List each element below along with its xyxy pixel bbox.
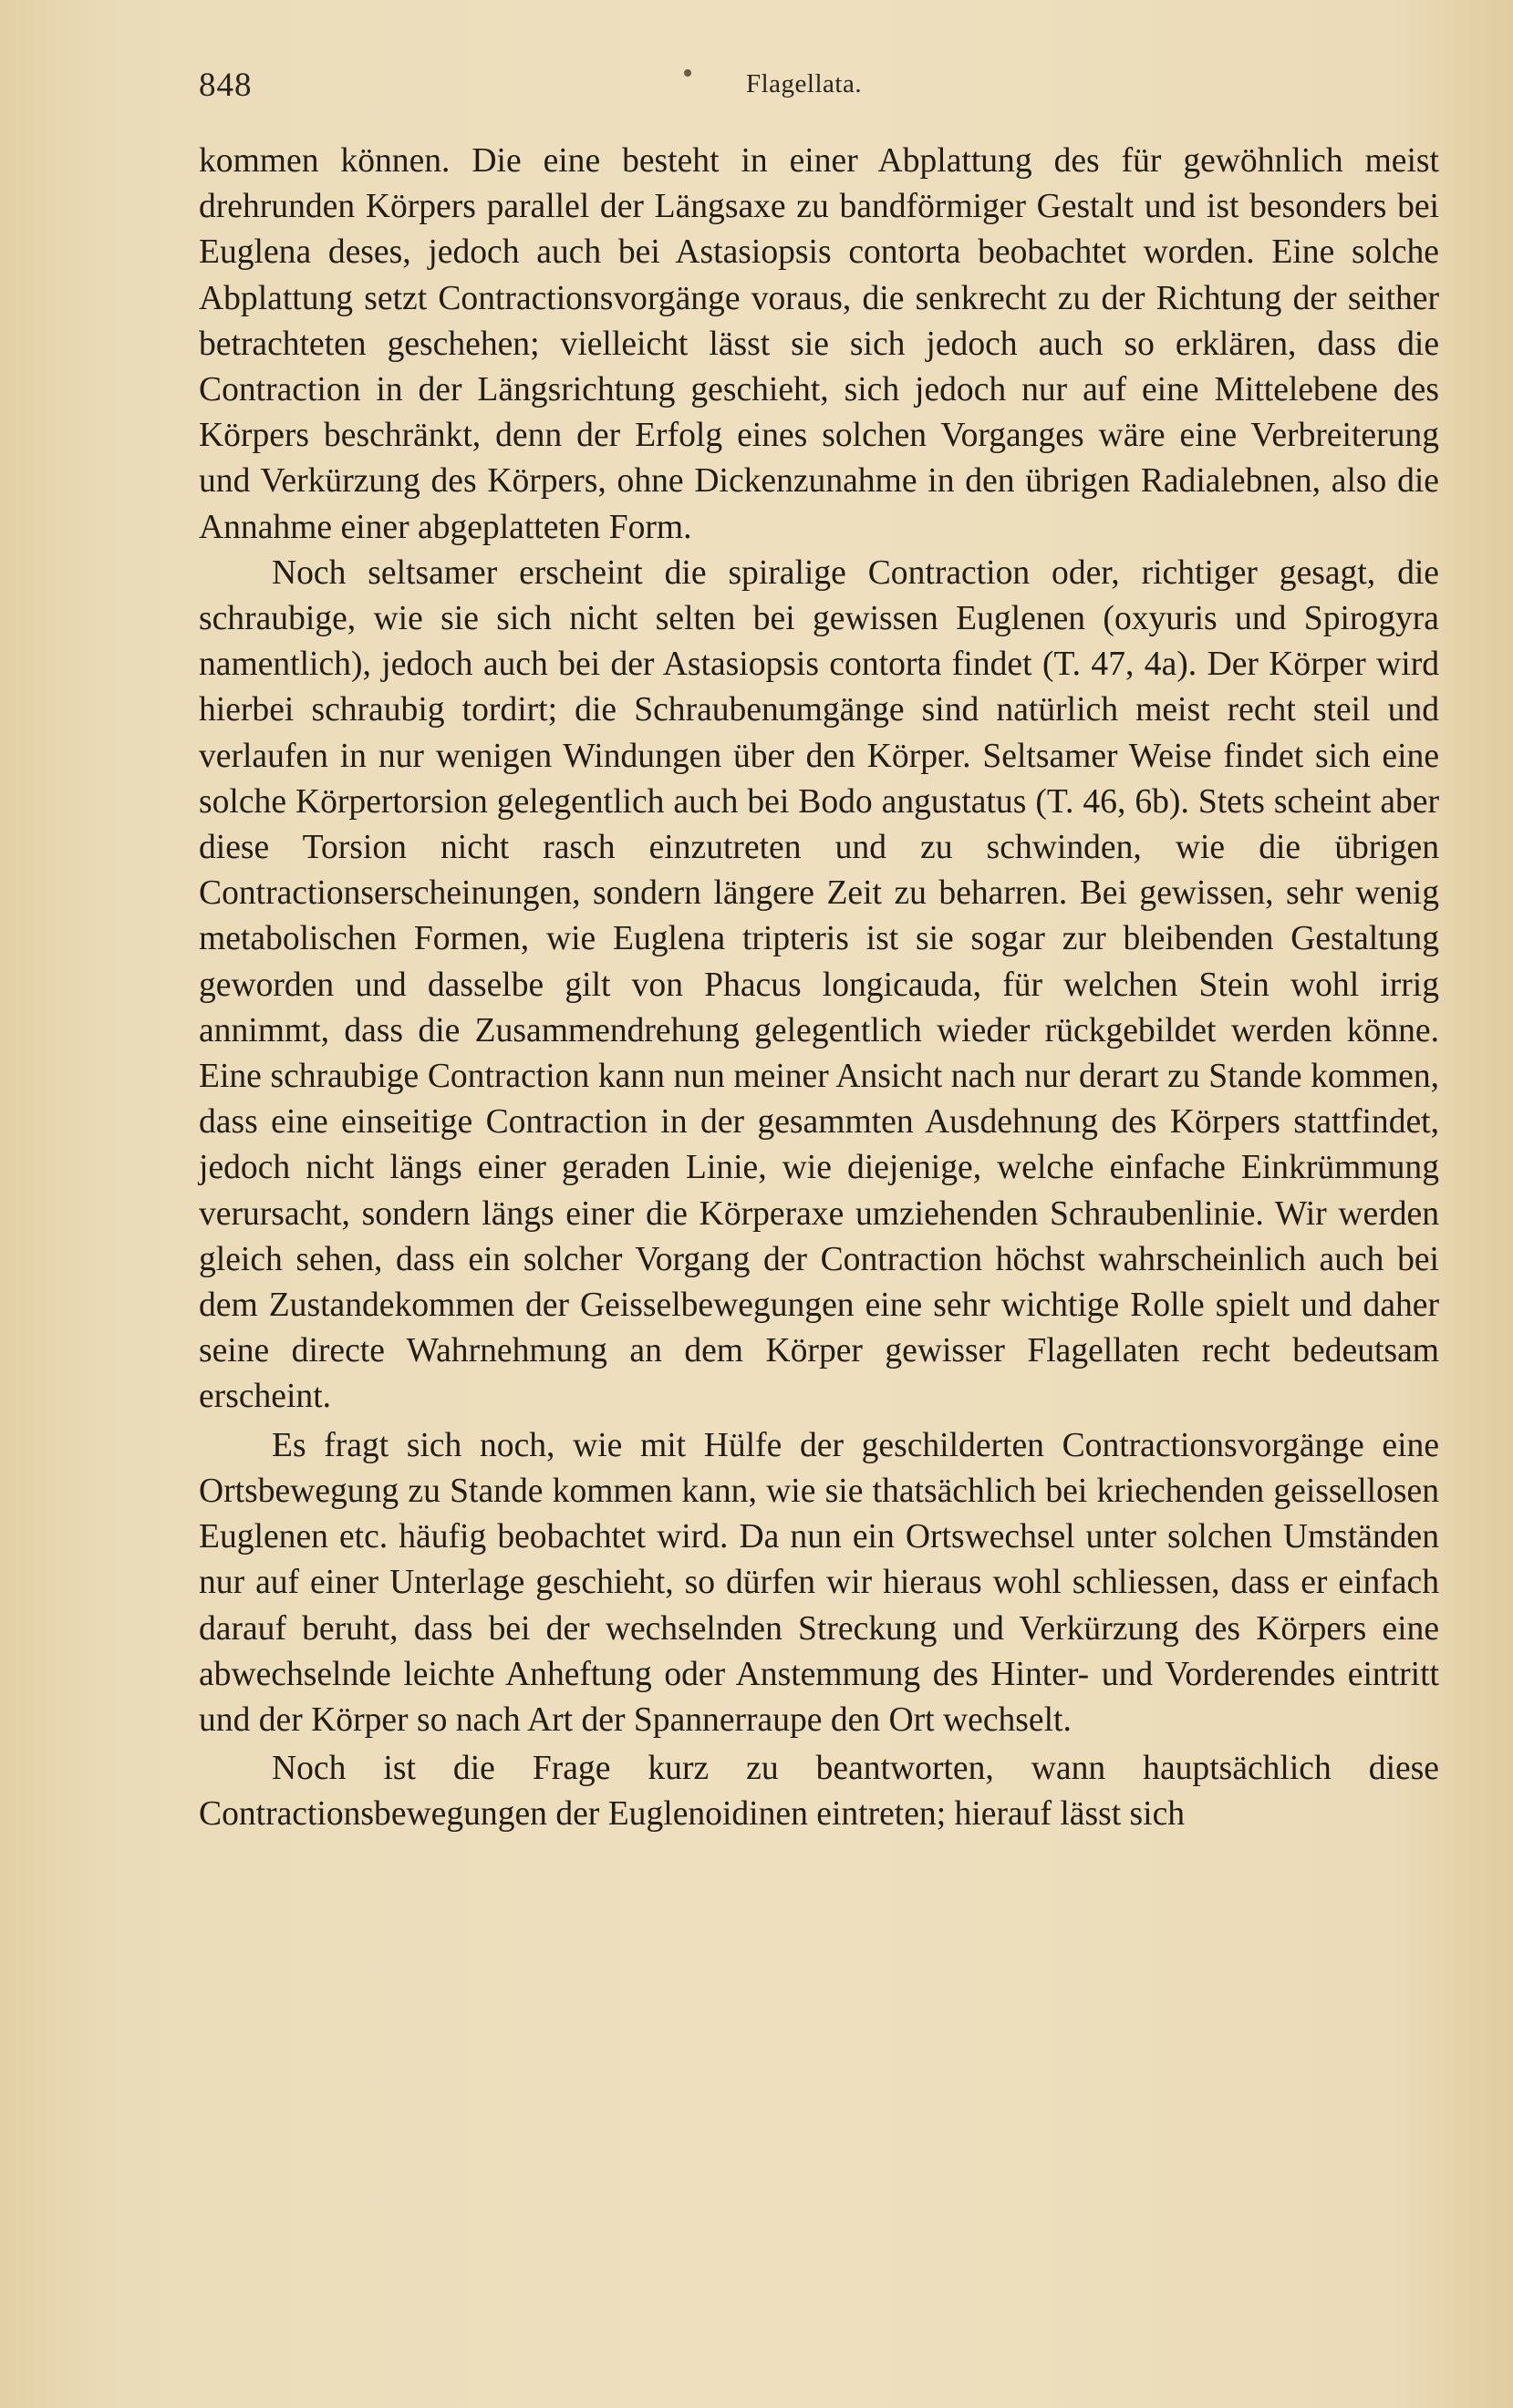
paragraph-continuation: kommen können. Die eine besteht in einer Abplattung des für gewöhnlich meist drehrunden Körpers parallel der Längsaxe zu bandförmiger Gestalt und ist besonders bei Euglena deses, jedoch auch bei Astasiopsis contorta beobachtet worden. Eine solche Abplattung setzt Contractionsvorgänge voraus, die senkrecht zu der Richtung der seither betrachteten geschehen; vielleicht lässt sie sich jedoch auch so erklären, dass die Contraction in der Längsrichtung geschieht, sich jedoch nur auf eine Mittelebene des Körpers beschränkt, denn der Erfolg eines solchen Vorganges wäre eine Verbreiterung und Verkürzung des Körpers, ohne Dickenzunahme in den übrigen Radialebnen, also die Annahme einer abgeplatteten Form. — [199, 142, 1439, 546]
paragraph-locomotion: Es fragt sich noch, wie mit Hülfe der geschilderten Contractionsvorgänge eine Ortsbewegung zu Stande kommen kann, wie sie thatsächlich bei kriechenden geissellosen Euglenen etc. häufig beobachtet wird. Da nun ein Ortswechsel unter solchen Umständen nur auf einer Unterlage geschieht, so dürfen wir hieraus wohl schliessen, dass er einfach darauf beruht, dass bei der wechselnden Streckung und Verkürzung des Körpers eine abwechselnde leichte Anheftung oder Anstemmung des Hinter- und Vorderendes eintritt und der Körper so nach Art der Spannerraupe den Ort wechselt. — [199, 1426, 1439, 1739]
paragraph-spiral-contraction: Noch seltsamer erscheint die spiralige Contraction oder, richtiger gesagt, die schraubige, wie sie sich nicht selten bei gewissen Euglenen (oxyuris und Spirogyra namentlich), jedoch auch bei der Astasiopsis contorta findet (T. 47, 4a). Der Körper wird hierbei schraubig tordirt; die Schraubenumgänge sind natürlich meist recht steil und verlaufen in nur wenigen Windungen über den Körper. Seltsamer Weise findet sich eine solche Körpertorsion gelegentlich auch bei Bodo angustatus (T. 46, 6b). Stets scheint aber diese Torsion nicht rasch einzutreten und zu schwinden, wie die übrigen Contractionserscheinungen, sondern längere Zeit zu beharren. Bei gewissen, sehr wenig metabolischen Formen, wie Euglena tripteris ist sie sogar zur bleibenden Gestaltung geworden und dasselbe gilt von Phacus longicauda, für welchen Stein wohl irrig annimmt, dass die Zusammendrehung gelegentlich wieder rückgebildet werden könne. Eine schraubige Contraction kann nun meiner Ansicht nach nur derart zu Stande kommen, dass eine einseitige Contraction in der gesammten Ausdehnung des Körpers stattfindet, jedoch nicht längs einer geraden Linie, wie diejenige, welche einfache Einkrümmung verursacht, sondern längs einer die Körperaxe umziehenden Schraubenlinie. Wir werden gleich sehen, dass ein solcher Vorgang der Contraction höchst wahrscheinlich auch bei dem Zustandekommen der Geisselbewegungen eine sehr wichtige Rolle spielt und daher seine directe Wahrnehmung an dem Körper gewisser Flagellaten recht bedeutsam erscheint. — [199, 553, 1439, 1416]
body-text — [199, 139, 1439, 1838]
section-title: Flagellata. — [746, 69, 863, 98]
page-number: 848 — [199, 67, 253, 104]
paragraph-timing: Noch ist die Frage kurz zu beantworten, wann hauptsächlich diese Contractionsbewegungen der Euglenoidinen eintreten; hierauf lässt sich — [199, 1750, 1439, 1834]
ornament-dot — [684, 69, 691, 77]
running-head — [199, 66, 1439, 111]
